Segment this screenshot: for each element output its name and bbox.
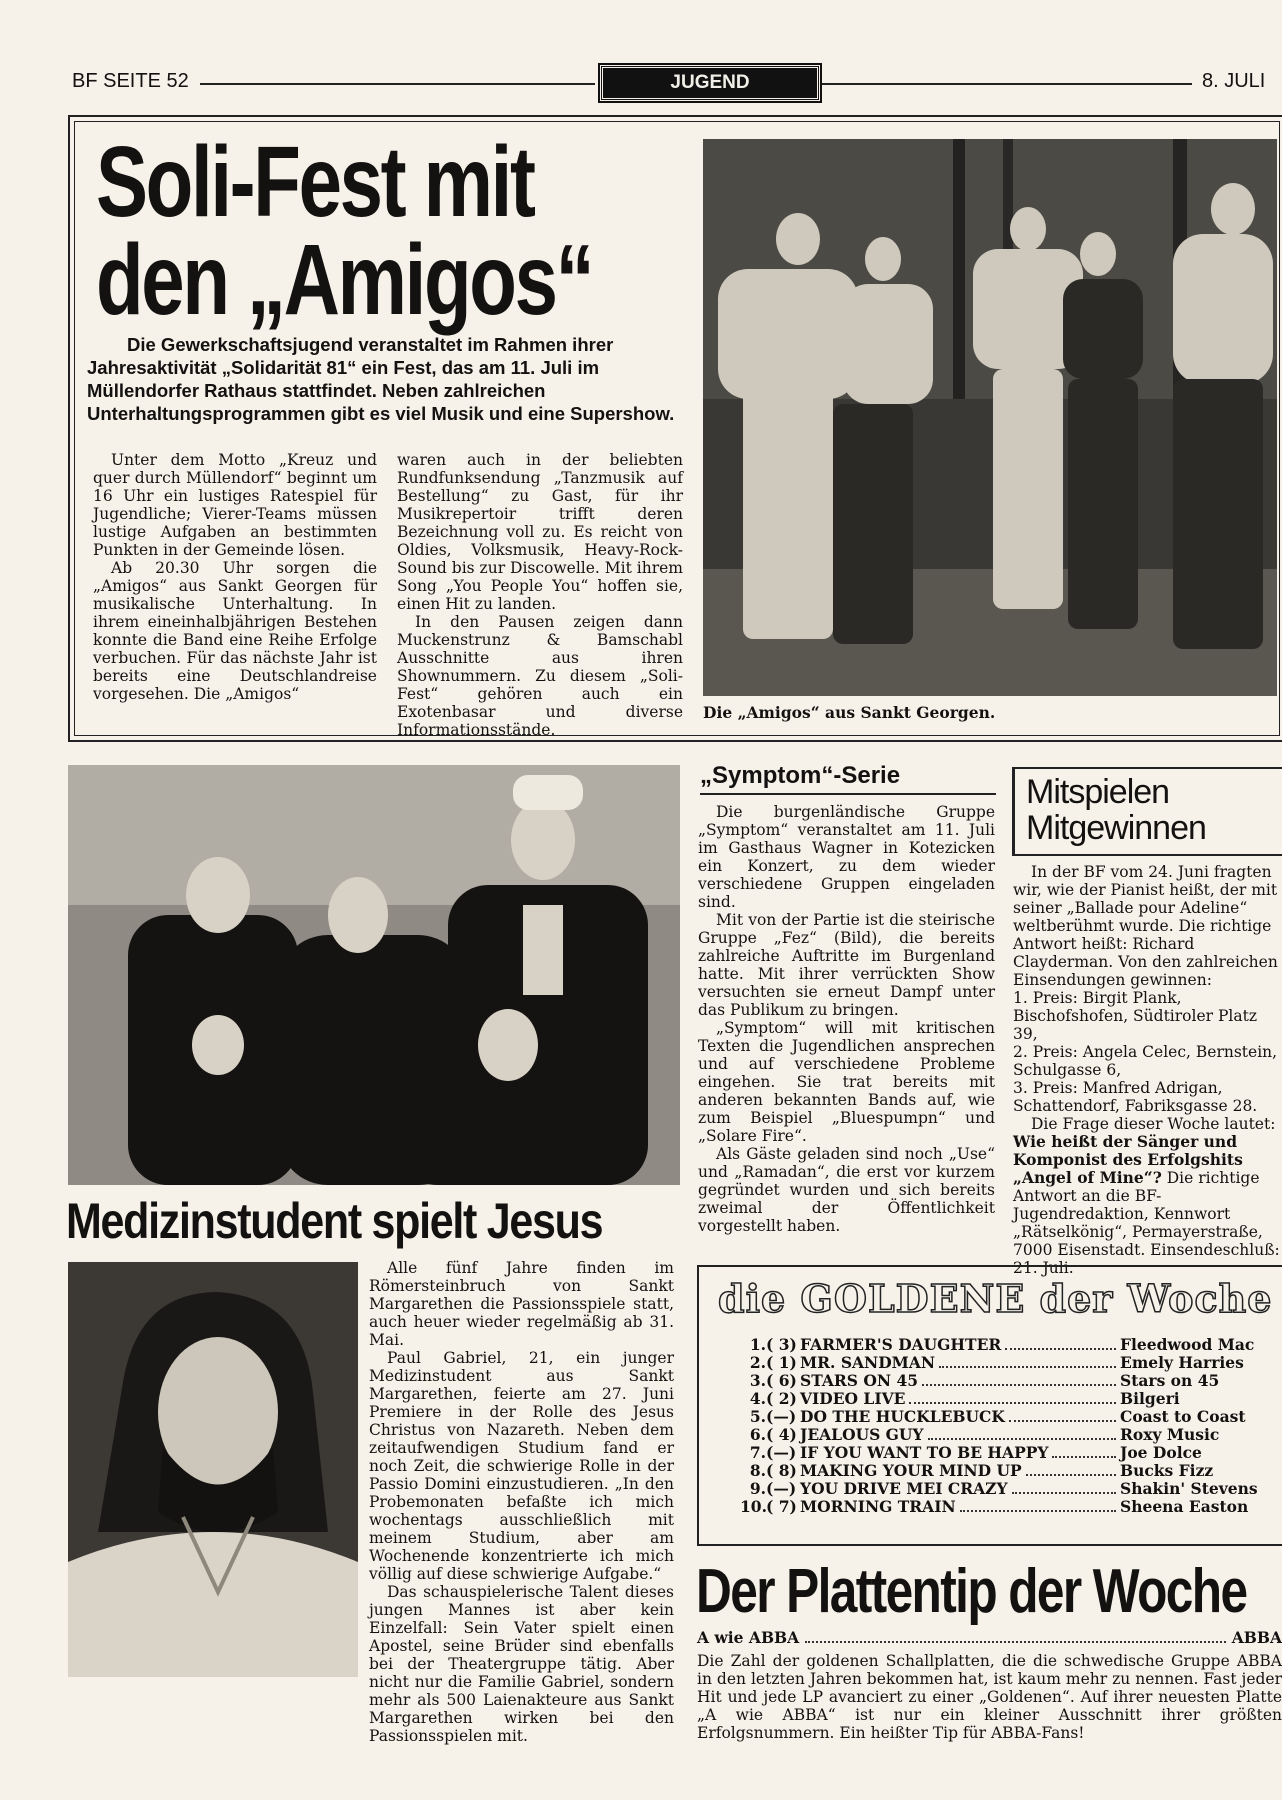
goldene-chart-title: die GOLDENE der Woche [718, 1276, 1273, 1321]
chart-row [740, 1498, 1280, 1516]
chart-row [740, 1462, 1280, 1480]
chart-artist: Fleedwood Mac [1120, 1335, 1255, 1354]
plattentip-body [697, 1652, 1282, 1742]
chart-song: VIDEO LIVE [800, 1389, 906, 1408]
chart-position: 3. [749, 1371, 766, 1390]
chart-position: 2. [749, 1353, 766, 1372]
chart-artist: Sheena Easton [1120, 1497, 1249, 1516]
chart-previous: (—) [766, 1479, 797, 1498]
feature-col2-paragraph: In den Pausen zeigen dann Muckenstrunz & Bamschabl Ausschnitte aus ihren Shownummern. Zu diesem „Soli-Fest“ gehören auch ein Exotenbasar und diverse Informationsstände. [397, 613, 683, 739]
chart-song: DO THE HUCKLEBUCK [800, 1407, 1005, 1426]
chart-previous: (—) [766, 1443, 797, 1462]
chart-artist: Roxy Music [1120, 1425, 1220, 1444]
plattentip-artist: ABBA [1231, 1628, 1282, 1647]
chart-row [740, 1372, 1280, 1390]
chart-song: MR. SANDMAN [800, 1353, 936, 1372]
chart-previous: ( 8) [766, 1461, 797, 1480]
chart-song: JEALOUS GUY [800, 1425, 924, 1444]
jesus-paragraph: Alle fünf Jahre finden im Römersteinbruch von Sankt Margarethen die Passionsspiele statt, auch heuer wieder regelmäßig ab 31. Mai. [369, 1259, 674, 1349]
page-folio: BF SEITE 52 [72, 70, 189, 92]
section-label: JUGEND [600, 65, 820, 101]
chart-position: 5. [749, 1407, 766, 1426]
amigos-photo-caption: Die „Amigos“ aus Sankt Georgen. [703, 703, 996, 722]
issue-date: 8. JULI [1202, 70, 1266, 92]
chart-row [740, 1408, 1280, 1426]
plattentip-subline [697, 1628, 1282, 1647]
jesus-article [369, 1259, 674, 1745]
chart-dot-leader [1009, 1408, 1116, 1422]
chart-row [740, 1336, 1280, 1354]
feature-headline-line1: Soli-Fest mit [96, 126, 534, 238]
mitspielen-instructions: Die richtige Antwort an die BF-Jugendredaktion, Kennwort „Rätselkönig“, Permayerstraße, 7000 Eisenstadt. Einsendeschluß: 21. Juli. [1013, 1169, 1280, 1277]
chart-dot-leader [960, 1498, 1116, 1512]
chart-artist: Joe Dolce [1120, 1443, 1202, 1462]
symptom-title-rule [700, 793, 996, 795]
mitspielen-title-line2: Mitgewinnen [1026, 809, 1206, 847]
symptom-article [698, 803, 995, 1235]
chart-position: 1. [749, 1335, 766, 1354]
chart-previous: ( 3) [766, 1335, 797, 1354]
feature-col1-paragraph: Ab 20.30 Uhr sorgen die „Amigos“ aus Sankt Georgen für musikalische Unterhaltung. In ihrem eineinhalbjährigen Bestehen konnte die Band eine Reihe Erfolge verbuchen. Für das nächste Jahr ist bereits eine Deutschlandreise vorgesehen. Die „Amigos“ [93, 559, 377, 703]
chart-dot-leader [1012, 1480, 1116, 1494]
chart-artist: Coast to Coast [1120, 1407, 1246, 1426]
plattentip-record-title: A wie ABBA [697, 1628, 800, 1647]
chart-song: MAKING YOUR MIND UP [800, 1461, 1022, 1480]
feature-column-2 [397, 451, 683, 739]
chart-artist: Bucks Fizz [1120, 1461, 1214, 1480]
feature-column-1 [93, 451, 377, 703]
chart-previous: (—) [766, 1407, 797, 1426]
header-rule-left [200, 83, 595, 85]
chart-dot-leader [909, 1390, 1116, 1404]
chart-dot-leader [1052, 1444, 1116, 1458]
chart-dot-leader [928, 1426, 1116, 1440]
chart-row [740, 1354, 1280, 1372]
chart-previous: ( 6) [766, 1371, 797, 1390]
chart-song: FARMER'S DAUGHTER [800, 1335, 1002, 1354]
feature-headline-line2: den „Amigos“ [96, 224, 593, 336]
chart-previous: ( 7) [766, 1497, 797, 1516]
chart-dot-leader [1005, 1336, 1116, 1350]
mitspielen-prize-2: 2. Preis: Angela Celec, Bernstein, Schulgasse 6, [1013, 1043, 1278, 1079]
jesus-headline: Medizinstudent spielt Jesus [66, 1193, 603, 1249]
mitspielen-prize-1: 1. Preis: Birgit Plank, Bischofshofen, Südtiroler Platz 39, [1013, 989, 1257, 1043]
chart-position: 10. [740, 1497, 767, 1516]
chart-row [740, 1426, 1280, 1444]
mitspielen-prize-3: 3. Preis: Manfred Adrigan, Schattendorf, Fabriksgasse 28. [1013, 1079, 1258, 1115]
chart-song: YOU DRIVE MEI CRAZY [800, 1479, 1008, 1498]
chart-artist: Stars on 45 [1120, 1371, 1220, 1390]
feature-lead: Die Gewerkschaftsjugend veranstaltet im Rahmen ihrer Jahresaktivität „Solidarität 81“ ein Fest, das am 11. Juli im Müllendorfer Rathaus stattfindet. Neben zahlreichen Unterhaltungsprogrammen gibt es viel Musik und eine Supershow. [87, 334, 675, 424]
chart-song: IF YOU WANT TO BE HAPPY [800, 1443, 1049, 1462]
chart-row [740, 1480, 1280, 1498]
feature-col2-paragraph: waren auch in der beliebten Rundfunksendung „Tanzmusik auf Bestellung“ zu Gast, für ihr Musikrepertoir trifft deren Bezeichnung voll zu. Es reicht von Oldies, Volksmusik, Heavy-Rock-Sound bis zur Discowelle. Mit ihrem Song „You People You“ hoffen sie, einen Hit zu landen. [397, 451, 683, 613]
chart-row [740, 1444, 1280, 1462]
chart-dot-leader [1026, 1462, 1116, 1476]
symptom-paragraph: Mit von der Partie ist die steirische Gruppe „Fez“ (Bild), die bereits zahlreiche Auftritte im Burgenland hatte. Mit ihrer verrückten Show versuchten sie erneut Dampf unter das Publikum zu bringen. [698, 911, 995, 1019]
jesus-paragraph: Das schauspielerische Talent dieses jungen Mannes ist aber kein Einzelfall: Sein Vater spielt einen Apostel, seine Brüder sind ebenfalls bei der Theatergruppe tätig. Aber nicht nur die Familie Gabriel, sondern mehr als 500 Laienakteure aus Sankt Margarethen wirken bei den Passionsspielen mit. [369, 1583, 674, 1745]
chart-position: 4. [749, 1389, 766, 1408]
jesus-paragraph: Paul Gabriel, 21, ein junger Medizinstudent aus Sankt Margarethen, feierte am 27. Juni Premiere in der Rolle des Jesus Christus von Nazareth. Neben dem zeitaufwendigen Studium fand er noch Zeit, die schwierige Rolle in der Passio Domini einzustudieren. „In den Probemonaten befaßte ich mich wochentags ausschließlich mit meinem Studium, aber am Wochenende konzentrierte ich mich völlig auf diese schwierige Aufgabe.“ [369, 1349, 674, 1583]
chart-dot-leader [939, 1354, 1116, 1368]
chart-row [740, 1390, 1280, 1408]
goldene-chart-list [740, 1336, 1280, 1516]
chart-previous: ( 4) [766, 1425, 797, 1444]
symptom-paragraph: Die burgenländische Gruppe „Symptom“ veranstaltet am 11. Juli im Gasthaus Wagner in Kotezicken ein Konzert, zu dem wieder verschiedene Gruppen eingeladen sind. [698, 803, 995, 911]
amigos-photo [703, 139, 1277, 696]
chart-position: 6. [749, 1425, 766, 1444]
chart-position: 7. [749, 1443, 766, 1462]
chart-song: STARS ON 45 [800, 1371, 919, 1390]
mitspielen-intro: In der BF vom 24. Juni fragten wir, wie der Pianist heißt, der mit seiner „Ballade pour Adeline“ weltberühmt wurde. Die richtige Antwort heißt: Richard Clayderman. Von den zahlreichen Einsendungen gewinnen: [1013, 863, 1278, 989]
chart-position: 9. [749, 1479, 766, 1498]
symptom-paragraph: Als Gäste geladen sind noch „Use“ und „Ramadan“, die erst vor kurzem gegründet wurden und sich bereits zweimal der Öffentlichkeit vorgestellt haben. [698, 1145, 995, 1235]
mitspielen-question-paragraph [1013, 1115, 1282, 1277]
mitspielen-title-line1: Mitspielen [1026, 773, 1170, 811]
plattentip-dot-leader [805, 1628, 1226, 1643]
chart-previous: ( 1) [766, 1353, 797, 1372]
mitspielen-article [1013, 863, 1282, 1277]
chart-artist: Bilgeri [1120, 1389, 1180, 1408]
chart-previous: ( 2) [766, 1389, 797, 1408]
plattentip-paragraph: Die Zahl der goldenen Schallplatten, die die schwedische Gruppe ABBA in den letzten Jahren bekommen hat, ist kaum mehr zu nennen. Fast jeder Hit und jede LP avanciert zu einer „Goldenen“. Auf ihrer neuesten Platte „A wie ABBA“ ist nur ein kleiner Ausschnitt ihrer größten Erfolgsnummern. Ein heißter Tip für ABBA-Fans! [697, 1652, 1282, 1742]
chart-artist: Shakin' Stevens [1120, 1479, 1258, 1498]
header-rule-right [822, 83, 1192, 85]
symptom-title: „Symptom“-Serie [700, 762, 901, 789]
mitspielen-question: Wie heißt der Sänger und Komponist des Erfolgshits „Angel of Mine“? [1013, 1132, 1243, 1187]
chart-position: 8. [749, 1461, 766, 1480]
mitspielen-question-intro: Die Frage dieser Woche lautet: [1031, 1115, 1276, 1133]
feature-col1-paragraph: Unter dem Motto „Kreuz und quer durch Müllendorf“ beginnt um 16 Uhr ein lustiges Ratespiel für Jugendliche; Vierer-Teams müssen lustige Aufgaben an bestimmten Punkten in der Gemeinde lösen. [93, 451, 377, 559]
plattentip-headline: Der Plattentip der Woche [696, 1557, 1247, 1626]
symptom-paragraph: „Symptom“ will mit kritischen Texten die Jugendlichen ansprechen und auf verschiedene Probleme eingehen. Sie trat bereits mit anderen bekannten Bands auf, wie zum Beispiel „Bluespumpn“ und „Solare Fire“. [698, 1019, 995, 1145]
chart-dot-leader [922, 1372, 1116, 1386]
jesus-portrait-photo [68, 1262, 358, 1677]
chart-artist: Emely Harries [1120, 1353, 1244, 1372]
fez-band-photo [68, 765, 680, 1185]
chart-song: MORNING TRAIN [800, 1497, 956, 1516]
